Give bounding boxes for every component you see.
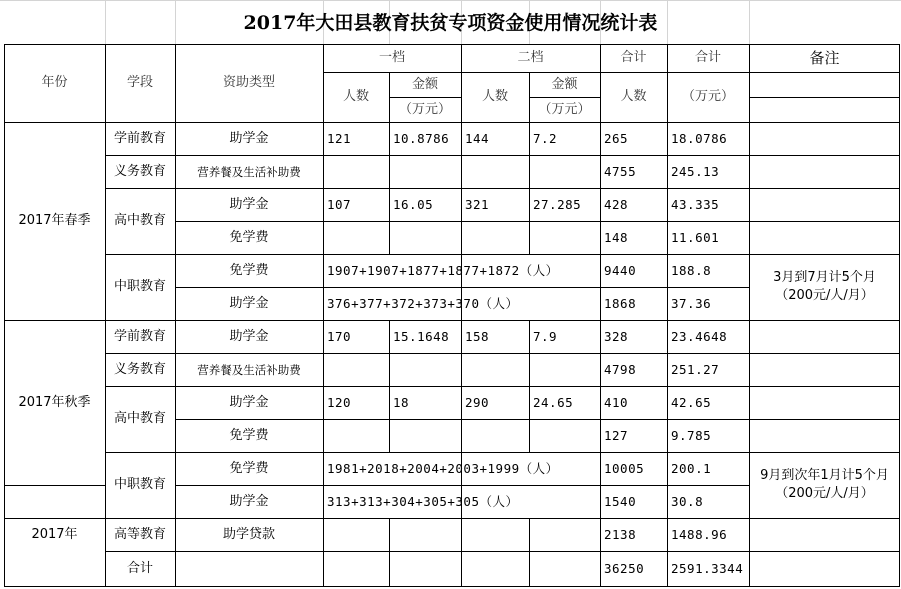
stage-vocational-spring: 中职教育 xyxy=(113,279,166,294)
header-total-amount: 合计 xyxy=(694,50,721,65)
spring-pre-t2-amount: 7.2 xyxy=(533,130,558,146)
header-year: 年份 xyxy=(41,75,68,90)
header-tier2-unit: （万元） xyxy=(538,101,591,117)
stage-vocational-autumn: 中职教育 xyxy=(113,477,166,492)
aid-autumn-hs-grant: 助学金 xyxy=(229,394,269,410)
autumn-hs-free-total-amount: 9.785 xyxy=(671,427,712,443)
aid-autumn-voc-grant: 助学金 xyxy=(229,493,269,509)
aid-autumn-comp: 营养餐及生活补助费 xyxy=(197,362,301,377)
header-aid-type: 资助类型 xyxy=(222,75,275,90)
grand-total-label: 合计 xyxy=(126,560,153,576)
spring-remark: 3月到7月计5个月（200元/人/月） xyxy=(773,270,876,303)
period-year: 2017年 xyxy=(31,526,78,542)
spring-hs-grant-total-amount: 43.335 xyxy=(671,196,720,212)
spring-voc-grant-total-people: 1868 xyxy=(604,295,637,311)
spring-comp-total-amount: 245.13 xyxy=(671,163,720,179)
stage-high-autumn: 高中教育 xyxy=(113,411,166,426)
aid-autumn-hs-free: 免学费 xyxy=(229,427,269,443)
header-stage: 学段 xyxy=(126,75,153,90)
autumn-pre-total-amount: 23.4648 xyxy=(671,328,728,344)
autumn-voc-free-total-people: 10005 xyxy=(604,460,645,476)
autumn-comp-total-amount: 251.27 xyxy=(671,361,720,377)
spring-pre-t2-people: 144 xyxy=(465,130,490,146)
spring-hs-grant-total-people: 428 xyxy=(604,196,629,212)
grand-total-people: 36250 xyxy=(604,560,645,576)
spring-pre-t1-amount: 10.8786 xyxy=(393,130,450,146)
stage-higher: 高等教育 xyxy=(113,526,166,542)
autumn-remark: 9月到次年1月计5个月（200元/人/月） xyxy=(760,468,889,501)
header-tier2-people: 人数 xyxy=(481,89,508,104)
spring-hs-grant-t1-people: 107 xyxy=(327,196,352,212)
autumn-pre-t1-people: 170 xyxy=(327,328,352,344)
spring-voc-free-detail: 1907+1907+1877+1877+1872（人） xyxy=(327,262,559,278)
aid-spring-voc-free: 免学费 xyxy=(229,262,269,278)
header-tier2-amount: 金额 xyxy=(551,76,578,92)
spring-hs-grant-t1-amount: 16.05 xyxy=(393,196,434,212)
period-autumn: 2017年秋季 xyxy=(18,394,91,410)
autumn-hs-grant-total-people: 410 xyxy=(604,394,629,410)
autumn-pre-total-people: 328 xyxy=(604,328,629,344)
header-tier1: 一档 xyxy=(378,50,405,65)
spring-hs-free-total-amount: 11.601 xyxy=(671,229,720,245)
autumn-pre-t2-amount: 7.9 xyxy=(533,328,558,344)
autumn-comp-total-people: 4798 xyxy=(604,361,637,377)
higher-total-people: 2138 xyxy=(604,526,637,542)
autumn-voc-grant-total-amount: 30.8 xyxy=(671,493,704,509)
header-tier1-amount: 金额 xyxy=(411,76,438,92)
stage-compulsory-spring: 义务教育 xyxy=(113,163,166,179)
aid-spring-pre: 助学金 xyxy=(229,130,269,146)
stage-high-spring: 高中教育 xyxy=(113,213,166,228)
stage-compulsory-autumn: 义务教育 xyxy=(113,361,166,377)
aid-spring-hs-grant: 助学金 xyxy=(229,196,269,212)
autumn-hs-grant-t1-amount: 18 xyxy=(393,394,410,410)
spring-voc-free-total-amount: 188.8 xyxy=(671,262,712,278)
header-total-people-sub: 人数 xyxy=(620,89,647,104)
autumn-hs-grant-t2-people: 290 xyxy=(465,394,490,410)
stage-preschool-autumn: 学前教育 xyxy=(113,328,166,344)
period-spring: 2017年春季 xyxy=(18,213,91,228)
aid-spring-comp: 营养餐及生活补助费 xyxy=(197,164,301,179)
spring-comp-total-people: 4755 xyxy=(604,163,637,179)
autumn-pre-t1-amount: 15.1648 xyxy=(393,328,450,344)
autumn-voc-free-total-amount: 200.1 xyxy=(671,460,712,476)
autumn-voc-free-detail: 1981+2018+2004+2003+1999（人） xyxy=(327,460,559,476)
spring-pre-t1-people: 121 xyxy=(327,130,352,146)
autumn-hs-grant-t1-people: 120 xyxy=(327,394,352,410)
spring-hs-grant-t2-amount: 27.285 xyxy=(533,196,582,212)
spring-pre-total-amount: 18.0786 xyxy=(671,130,728,146)
spring-pre-total-people: 265 xyxy=(604,130,629,146)
table-title: 2017年大田县教育扶贫专项资金使用情况统计表 xyxy=(243,12,658,34)
aid-autumn-pre: 助学金 xyxy=(229,328,269,344)
autumn-voc-grant-total-people: 1540 xyxy=(604,493,637,509)
spring-voc-grant-detail: 376+377+372+373+370（人） xyxy=(327,295,519,311)
header-tier1-unit: （万元） xyxy=(398,101,451,117)
autumn-hs-grant-t2-amount: 24.65 xyxy=(533,394,574,410)
aid-autumn-voc-free: 免学费 xyxy=(229,460,269,476)
header-tier1-people: 人数 xyxy=(342,89,369,104)
grand-total-amount: 2591.3344 xyxy=(671,560,744,576)
header-total-people: 合计 xyxy=(620,50,647,65)
autumn-voc-grant-detail: 313+313+304+305+305（人） xyxy=(327,493,519,509)
aid-spring-hs-free: 免学费 xyxy=(229,229,269,245)
autumn-pre-t2-people: 158 xyxy=(465,328,490,344)
autumn-hs-grant-total-amount: 42.65 xyxy=(671,394,712,410)
stage-preschool-spring: 学前教育 xyxy=(113,130,166,146)
aid-spring-voc-grant: 助学金 xyxy=(229,295,269,311)
spring-hs-free-total-people: 148 xyxy=(604,229,629,245)
header-total-amount-unit: （万元） xyxy=(681,89,734,104)
spring-hs-grant-t2-people: 321 xyxy=(465,196,490,212)
header-tier2: 二档 xyxy=(517,50,544,65)
autumn-hs-free-total-people: 127 xyxy=(604,427,629,443)
aid-higher-loan: 助学贷款 xyxy=(222,526,275,542)
higher-total-amount: 1488.96 xyxy=(671,526,728,542)
spring-voc-grant-total-amount: 37.36 xyxy=(671,295,712,311)
spring-voc-free-total-people: 9440 xyxy=(604,262,637,278)
header-remarks: 备注 xyxy=(809,49,840,67)
